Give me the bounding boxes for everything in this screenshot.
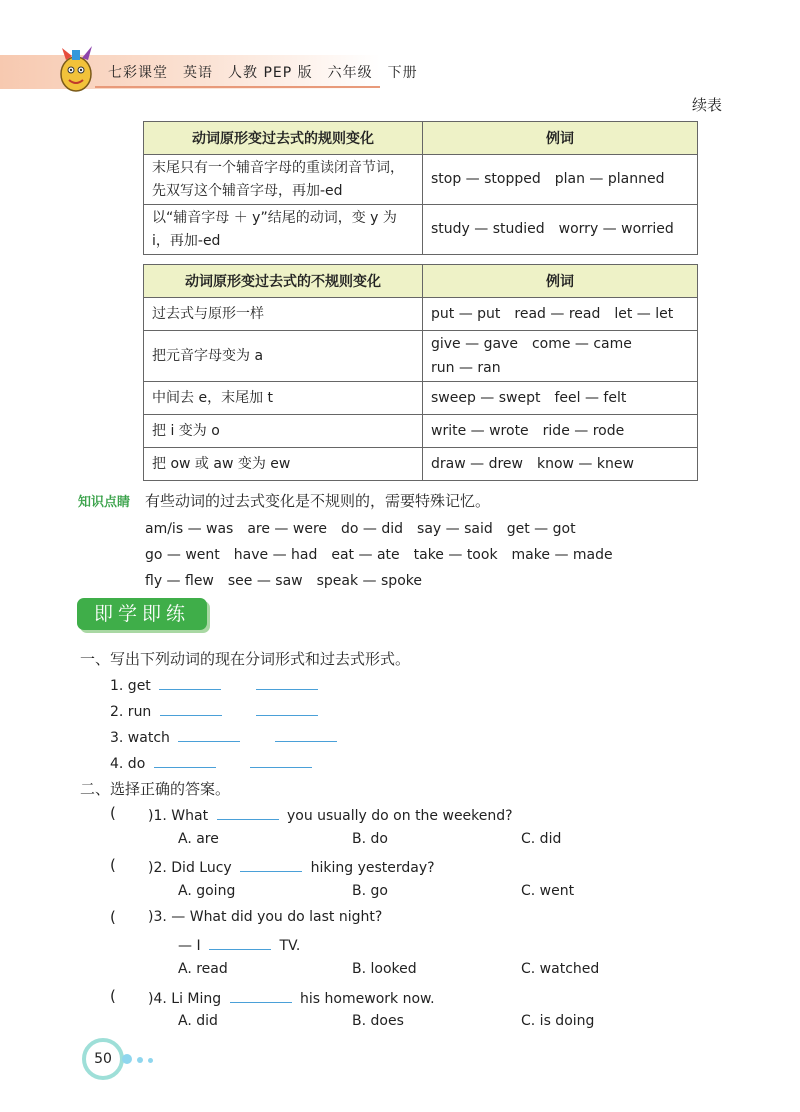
- answer-blank[interactable]: [240, 857, 302, 872]
- irregular-verb-line: go — went have — had eat — ate take — took make — made: [145, 547, 613, 563]
- question-text: hiking yesterday?: [310, 860, 435, 876]
- question-text: )4. Li Ming: [148, 991, 222, 1007]
- decorative-dot: [122, 1054, 132, 1064]
- answer-paren[interactable]: (: [110, 987, 116, 1005]
- table-row: [144, 205, 698, 255]
- option-b[interactable]: B. looked: [352, 961, 417, 977]
- knowledge-tag: 知识点睛: [78, 495, 131, 510]
- section-2-title: 二、选择正确的答案。: [80, 780, 231, 798]
- example-line: run — ran: [431, 360, 501, 376]
- exercise-word: 1. get: [110, 678, 151, 694]
- knowledge-text: 有些动词的过去式变化是不规则的，需要特殊记忆。: [145, 492, 491, 510]
- rule-cell: 过去式与原形一样: [144, 298, 423, 331]
- option-b[interactable]: B. do: [352, 831, 388, 847]
- answer-blank[interactable]: [230, 988, 292, 1003]
- answer-paren[interactable]: (: [110, 804, 116, 822]
- exercise-word: 2. run: [110, 704, 152, 720]
- table-header: 例词: [423, 122, 698, 155]
- practice-banner: 即学即练: [77, 598, 207, 630]
- answer-blank[interactable]: [159, 675, 221, 690]
- table-header: 例词: [423, 265, 698, 298]
- table-header: 动词原形变过去式的不规则变化: [144, 265, 423, 298]
- question-2: [148, 857, 435, 876]
- exercise-item: [110, 701, 318, 720]
- decorative-dot: [137, 1057, 143, 1063]
- question-text: )2. Did Lucy: [148, 860, 232, 876]
- rule-cell: 把元音字母变为 a: [144, 331, 423, 382]
- exercise-word: 4. do: [110, 756, 146, 772]
- example-cell: sweep — swept feel — felt: [423, 382, 698, 415]
- option-a[interactable]: A. read: [178, 961, 228, 977]
- table-row: [144, 382, 698, 415]
- question-text: TV.: [279, 938, 301, 954]
- table-header: 动词原形变过去式的规则变化: [144, 122, 423, 155]
- answer-blank[interactable]: [250, 753, 312, 768]
- option-c[interactable]: C. did: [521, 831, 562, 847]
- rule-cell: 中间去 e，末尾加 t: [144, 382, 423, 415]
- table-row: [144, 415, 698, 448]
- answer-blank[interactable]: [217, 805, 279, 820]
- mascot-icon: [52, 40, 102, 96]
- regular-verb-table: [143, 121, 698, 255]
- book-title: 七彩课堂 英语 人教 PEP 版 六年级 下册: [108, 65, 418, 81]
- question-text: )1. What: [148, 808, 209, 824]
- answer-blank[interactable]: [256, 675, 318, 690]
- irregular-verb-line: am/is — was are — were do — did say — said get — got: [145, 521, 576, 537]
- table-row: [144, 331, 698, 382]
- question-text: his homework now.: [300, 991, 435, 1007]
- rule-cell: 末尾只有一个辅音字母的重读闭音节词，先双写这个辅音字母，再加-ed: [144, 155, 423, 205]
- answer-blank[interactable]: [209, 935, 271, 950]
- rule-cell: 把 ow 或 aw 变为 ew: [144, 448, 423, 481]
- answer-blank[interactable]: [154, 753, 216, 768]
- exercise-item: [110, 675, 318, 694]
- exercise-item: [110, 753, 312, 772]
- page-number: 50: [82, 1038, 124, 1080]
- option-c[interactable]: C. watched: [521, 961, 600, 977]
- option-b[interactable]: B. go: [352, 883, 388, 899]
- question-3-line-2: [178, 935, 300, 954]
- question-1: [148, 805, 513, 824]
- table-row: [144, 155, 698, 205]
- header-underline: [95, 86, 380, 88]
- table-row: [144, 298, 698, 331]
- continued-label: 续表: [691, 96, 722, 114]
- example-cell: stop — stopped plan — planned: [423, 155, 698, 205]
- answer-paren[interactable]: (: [110, 908, 116, 926]
- option-a[interactable]: A. going: [178, 883, 236, 899]
- option-c[interactable]: C. went: [521, 883, 575, 899]
- answer-blank[interactable]: [160, 701, 222, 716]
- question-3: )3. — What did you do last night?: [148, 909, 383, 925]
- example-line: give — gave come — came: [431, 336, 632, 352]
- table-row: [144, 448, 698, 481]
- answer-blank[interactable]: [256, 701, 318, 716]
- answer-paren[interactable]: (: [110, 856, 116, 874]
- example-cell: [423, 331, 698, 382]
- example-cell: put — put read — read let — let: [423, 298, 698, 331]
- exercise-word: 3. watch: [110, 730, 170, 746]
- answer-blank[interactable]: [275, 727, 337, 742]
- example-cell: study — studied worry — worried: [423, 205, 698, 255]
- question-text: you usually do on the weekend?: [286, 808, 513, 824]
- option-a[interactable]: A. did: [178, 1013, 218, 1029]
- option-b[interactable]: B. does: [352, 1013, 404, 1029]
- example-cell: draw — drew know — knew: [423, 448, 698, 481]
- rule-cell: 以“辅音字母 ＋ y”结尾的动词，变 y 为 i，再加-ed: [144, 205, 423, 255]
- option-c[interactable]: C. is doing: [521, 1013, 595, 1029]
- decorative-dot: [148, 1058, 153, 1063]
- irregular-verb-line: fly — flew see — saw speak — spoke: [145, 573, 422, 589]
- irregular-verb-table: [143, 264, 698, 481]
- question-4: [148, 988, 435, 1007]
- example-cell: write — wrote ride — rode: [423, 415, 698, 448]
- question-text: — I: [178, 938, 201, 954]
- exercise-item: [110, 727, 337, 746]
- answer-blank[interactable]: [178, 727, 240, 742]
- rule-cell: 把 i 变为 o: [144, 415, 423, 448]
- section-1-title: 一、写出下列动词的现在分词形式和过去式形式。: [80, 650, 411, 668]
- option-a[interactable]: A. are: [178, 831, 219, 847]
